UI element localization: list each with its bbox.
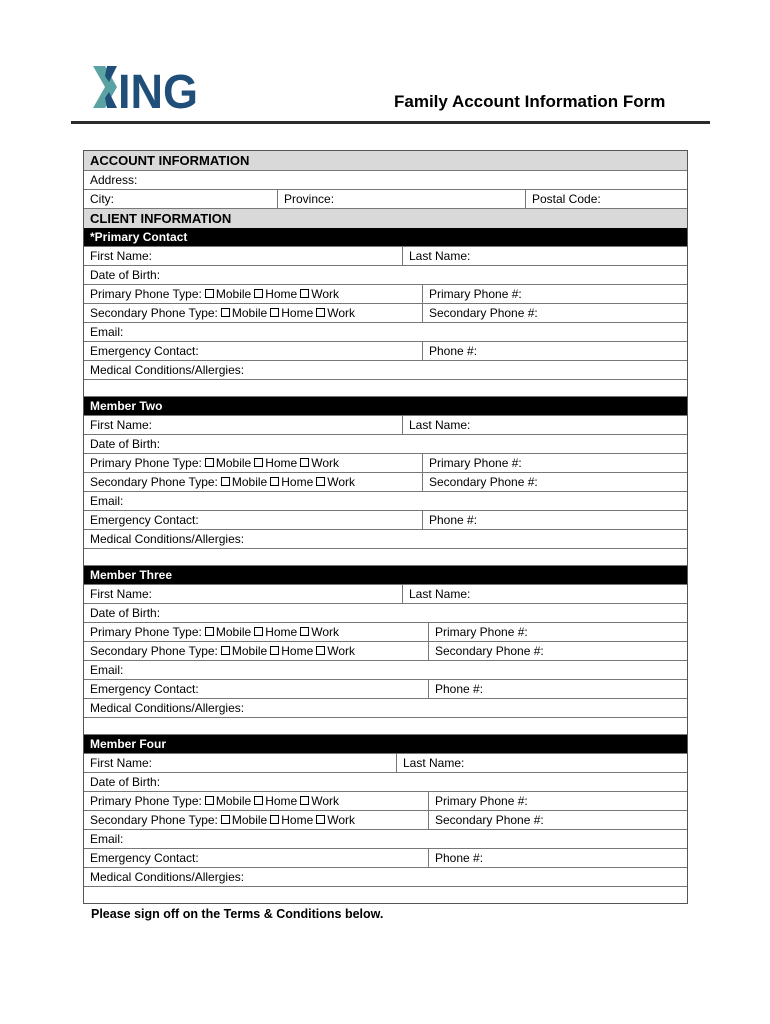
xing-logo <box>91 64 201 110</box>
medical-conditions-field[interactable] <box>84 529 687 548</box>
member-2-emergency-row <box>84 510 687 529</box>
emergency-contact-field[interactable] <box>84 849 199 867</box>
member-2-secondary-phone-row <box>84 472 687 491</box>
member-1-secondary-phone-row <box>84 303 687 322</box>
last-name-field[interactable] <box>402 416 470 434</box>
member-4-primary-phone-row <box>84 791 687 810</box>
work-option-label: Work <box>327 475 356 489</box>
secondary-phone-field[interactable] <box>422 473 538 491</box>
primary-phone-field[interactable] <box>428 792 528 810</box>
medical-conditions-label: Medical Conditions/Allergies: <box>90 701 245 715</box>
medical-conditions-continuation[interactable] <box>84 548 687 565</box>
member-2-header <box>84 396 687 415</box>
email-field[interactable] <box>84 660 687 679</box>
account-heading: ACCOUNT INFORMATION <box>90 153 250 168</box>
client-section-header <box>84 208 687 228</box>
member-1-header <box>84 228 687 246</box>
last-name-label: Last Name: <box>409 249 471 263</box>
last-name-field[interactable] <box>396 754 464 772</box>
secondary-phone-type-group <box>84 642 355 660</box>
home-option-label: Home <box>265 794 298 808</box>
email-field[interactable] <box>84 829 687 848</box>
mobile-option-label: Mobile <box>231 644 268 658</box>
first-name-field[interactable] <box>84 416 152 434</box>
primary-phone-type-label: Primary Phone Type: <box>90 456 202 470</box>
secondary-work-checkbox[interactable] <box>316 815 325 824</box>
secondary-phone-type-group <box>84 304 355 322</box>
last-name-label: Last Name: <box>409 418 471 432</box>
member-4-secondary-phone-row <box>84 810 687 829</box>
emergency-contact-label: Emergency Contact: <box>90 851 199 865</box>
logo-x-mark <box>93 66 117 108</box>
work-option-label: Work <box>311 456 339 470</box>
primary-phone-field[interactable] <box>422 285 522 303</box>
medical-conditions-continuation[interactable] <box>84 886 687 903</box>
secondary-phone-type-label: Secondary Phone Type: <box>90 475 218 489</box>
primary-phone-type-label: Primary Phone Type: <box>90 794 202 808</box>
primary-phone-label: Primary Phone #: <box>435 625 528 639</box>
medical-conditions-field[interactable] <box>84 698 687 717</box>
province-label: Province: <box>284 192 335 206</box>
home-option-label: Home <box>265 287 298 301</box>
member-4-name-row <box>84 753 687 772</box>
form-title: Family Account Information Form <box>394 92 666 111</box>
primary-mobile-checkbox[interactable] <box>205 796 214 805</box>
emergency-phone-field[interactable] <box>428 680 483 698</box>
member-3-name-row <box>84 584 687 603</box>
secondary-phone-field[interactable] <box>428 811 544 829</box>
email-label: Email: <box>90 494 124 508</box>
city-field[interactable] <box>84 190 114 208</box>
family-account-form <box>83 150 688 904</box>
secondary-phone-type-label: Secondary Phone Type: <box>90 306 218 320</box>
email-label: Email: <box>90 663 124 677</box>
home-option-label: Home <box>265 625 298 639</box>
last-name-field[interactable] <box>402 585 470 603</box>
primary-phone-label: Primary Phone #: <box>429 456 522 470</box>
secondary-phone-field[interactable] <box>422 304 538 322</box>
primary-phone-label: Primary Phone #: <box>429 287 522 301</box>
secondary-phone-label: Secondary Phone #: <box>429 306 538 320</box>
member-2-name-row <box>84 415 687 434</box>
home-option-label: Home <box>265 456 298 470</box>
secondary-work-checkbox[interactable] <box>316 308 325 317</box>
date-of-birth-field[interactable] <box>84 265 687 284</box>
member-4-emergency-row <box>84 848 687 867</box>
date-of-birth-label: Date of Birth: <box>90 437 161 451</box>
primary-mobile-checkbox[interactable] <box>205 289 214 298</box>
primary-mobile-checkbox[interactable] <box>205 458 214 467</box>
primary-work-checkbox[interactable] <box>300 289 309 298</box>
emergency-contact-label: Emergency Contact: <box>90 682 199 696</box>
member-1-name-row <box>84 246 687 265</box>
secondary-home-checkbox[interactable] <box>270 646 279 655</box>
emergency-phone-field[interactable] <box>428 849 483 867</box>
secondary-phone-label: Secondary Phone #: <box>429 475 538 489</box>
emergency-phone-field[interactable] <box>422 342 477 360</box>
primary-work-checkbox[interactable] <box>300 796 309 805</box>
secondary-phone-label: Secondary Phone #: <box>435 644 544 658</box>
email-field[interactable] <box>84 322 687 341</box>
secondary-phone-label: Secondary Phone #: <box>435 813 544 827</box>
emergency-phone-label: Phone #: <box>429 513 478 527</box>
home-option-label: Home <box>281 813 314 827</box>
secondary-phone-field[interactable] <box>428 642 544 660</box>
member-3-secondary-phone-row <box>84 641 687 660</box>
mobile-option-label: Mobile <box>215 625 252 639</box>
member-2-primary-phone-row <box>84 453 687 472</box>
home-option-label: Home <box>281 644 314 658</box>
first-name-label: First Name: <box>90 587 153 601</box>
primary-phone-type-group <box>84 454 339 472</box>
member-3-primary-phone-row <box>84 622 687 641</box>
date-of-birth-label: Date of Birth: <box>90 775 161 789</box>
postal-code-label: Postal Code: <box>532 192 601 206</box>
medical-conditions-field[interactable] <box>84 867 687 886</box>
date-of-birth-field[interactable] <box>84 772 687 791</box>
first-name-label: First Name: <box>90 249 153 263</box>
last-name-label: Last Name: <box>409 587 471 601</box>
work-option-label: Work <box>327 306 356 320</box>
mobile-option-label: Mobile <box>231 475 268 489</box>
date-of-birth-label: Date of Birth: <box>90 606 161 620</box>
emergency-contact-label: Emergency Contact: <box>90 513 199 527</box>
secondary-phone-type-label: Secondary Phone Type: <box>90 644 218 658</box>
primary-work-checkbox[interactable] <box>300 627 309 636</box>
emergency-contact-field[interactable] <box>84 680 199 698</box>
work-option-label: Work <box>327 644 356 658</box>
primary-home-checkbox[interactable] <box>254 458 263 467</box>
secondary-phone-type-label: Secondary Phone Type: <box>90 813 218 827</box>
postal-code-field[interactable] <box>525 190 601 208</box>
date-of-birth-field[interactable] <box>84 434 687 453</box>
emergency-phone-field[interactable] <box>422 511 477 529</box>
title-rule <box>71 121 710 124</box>
home-option-label: Home <box>281 475 314 489</box>
primary-home-checkbox[interactable] <box>254 289 263 298</box>
mobile-option-label: Mobile <box>215 456 252 470</box>
medical-conditions-label: Medical Conditions/Allergies: <box>90 870 245 884</box>
date-of-birth-label: Date of Birth: <box>90 268 161 282</box>
home-option-label: Home <box>281 306 314 320</box>
medical-conditions-continuation[interactable] <box>84 379 687 396</box>
first-name-label: First Name: <box>90 418 153 432</box>
secondary-home-checkbox[interactable] <box>270 815 279 824</box>
city-label: City: <box>90 192 114 206</box>
primary-phone-label: Primary Phone #: <box>435 794 528 808</box>
secondary-work-checkbox[interactable] <box>316 477 325 486</box>
primary-phone-type-group <box>84 285 339 303</box>
medical-conditions-label: Medical Conditions/Allergies: <box>90 532 245 546</box>
secondary-mobile-checkbox[interactable] <box>221 646 230 655</box>
primary-mobile-checkbox[interactable] <box>205 627 214 636</box>
mobile-option-label: Mobile <box>231 813 268 827</box>
primary-phone-field[interactable] <box>422 454 522 472</box>
emergency-contact-label: Emergency Contact: <box>90 344 199 358</box>
emergency-phone-label: Phone #: <box>435 682 484 696</box>
work-option-label: Work <box>311 794 339 808</box>
member-3-heading: Member Three <box>90 568 173 582</box>
emergency-contact-field[interactable] <box>84 511 199 529</box>
secondary-work-checkbox[interactable] <box>316 646 325 655</box>
province-field[interactable] <box>277 190 334 208</box>
signoff-note: Please sign off on the Terms & Conditions below. <box>91 907 384 921</box>
email-field[interactable] <box>84 491 687 510</box>
primary-phone-type-group <box>84 792 339 810</box>
member-4-header <box>84 734 687 753</box>
last-name-label: Last Name: <box>403 756 465 770</box>
secondary-phone-type-group <box>84 473 355 491</box>
city-row <box>84 189 687 208</box>
first-name-field[interactable] <box>84 585 152 603</box>
secondary-mobile-checkbox[interactable] <box>221 815 230 824</box>
first-name-label: First Name: <box>90 756 153 770</box>
primary-phone-field[interactable] <box>428 623 528 641</box>
account-section-header <box>84 151 687 170</box>
address-field[interactable] <box>84 170 687 189</box>
member-3-emergency-row <box>84 679 687 698</box>
member-4-heading: Member Four <box>90 737 167 751</box>
secondary-phone-type-group <box>84 811 355 829</box>
emergency-phone-label: Phone #: <box>429 344 478 358</box>
last-name-field[interactable] <box>402 247 470 265</box>
primary-phone-type-label: Primary Phone Type: <box>90 287 202 301</box>
member-2-heading: Member Two <box>90 399 163 413</box>
member-3-header <box>84 565 687 584</box>
svg-text:ING: ING <box>118 66 198 110</box>
primary-home-checkbox[interactable] <box>254 796 263 805</box>
mobile-option-label: Mobile <box>215 794 252 808</box>
work-option-label: Work <box>311 287 339 301</box>
member-1-primary-phone-row <box>84 284 687 303</box>
emergency-contact-field[interactable] <box>84 342 199 360</box>
client-heading: CLIENT INFORMATION <box>90 211 232 226</box>
medical-conditions-continuation[interactable] <box>84 717 687 734</box>
medical-conditions-label: Medical Conditions/Allergies: <box>90 363 245 377</box>
secondary-home-checkbox[interactable] <box>270 477 279 486</box>
secondary-mobile-checkbox[interactable] <box>221 477 230 486</box>
secondary-home-checkbox[interactable] <box>270 308 279 317</box>
primary-work-checkbox[interactable] <box>300 458 309 467</box>
email-label: Email: <box>90 832 124 846</box>
member-1-heading: *Primary Contact <box>90 230 188 244</box>
address-label: Address: <box>90 173 138 187</box>
member-1-emergency-row <box>84 341 687 360</box>
primary-phone-type-group <box>84 623 339 641</box>
mobile-option-label: Mobile <box>231 306 268 320</box>
email-label: Email: <box>90 325 124 339</box>
medical-conditions-field[interactable] <box>84 360 687 379</box>
work-option-label: Work <box>311 625 339 639</box>
work-option-label: Work <box>327 813 356 827</box>
emergency-phone-label: Phone #: <box>435 851 484 865</box>
first-name-field[interactable] <box>84 247 152 265</box>
secondary-mobile-checkbox[interactable] <box>221 308 230 317</box>
date-of-birth-field[interactable] <box>84 603 687 622</box>
primary-phone-type-label: Primary Phone Type: <box>90 625 202 639</box>
primary-home-checkbox[interactable] <box>254 627 263 636</box>
first-name-field[interactable] <box>84 754 152 772</box>
mobile-option-label: Mobile <box>215 287 252 301</box>
